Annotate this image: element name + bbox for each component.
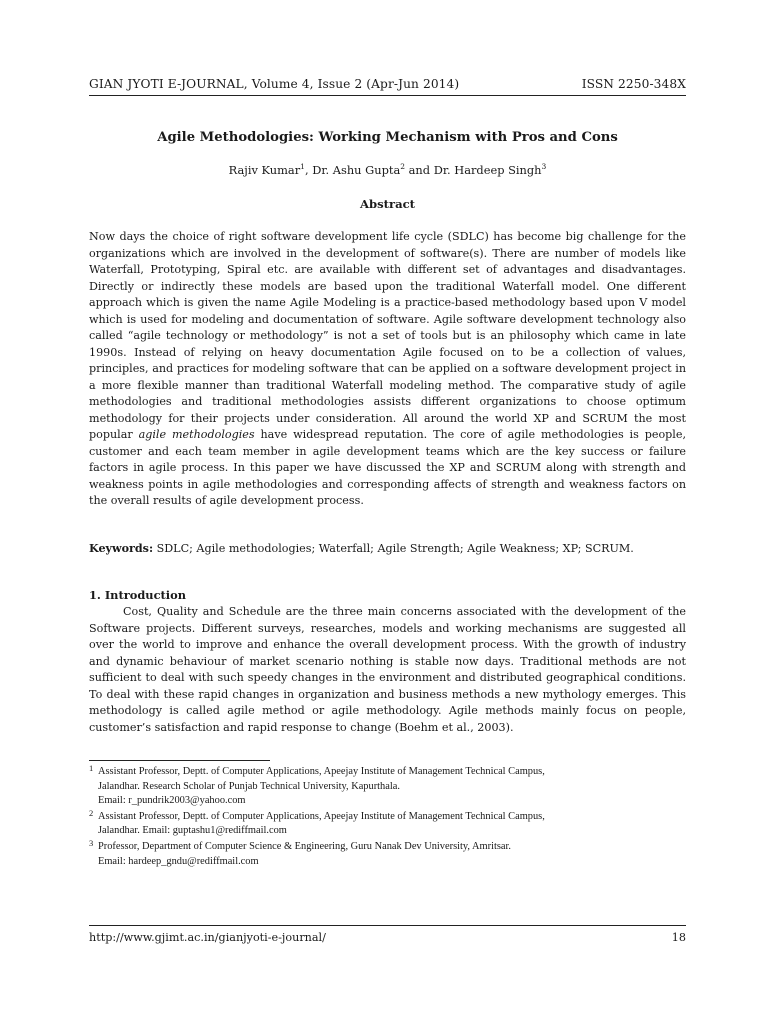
- journal-url: http://www.gjimt.ac.in/gianjyoti-e-journal/: [89, 931, 326, 944]
- page-number: 18: [671, 931, 686, 944]
- footnote-line: Email: r_pundrik2003@yahoo.com: [98, 795, 246, 807]
- journal-info: GIAN JYOTI E-JOURNAL, Volume 4, Issue 2 (Apr-Jun 2014): [89, 77, 460, 91]
- author-3: Dr. Hardeep Singh: [433, 163, 542, 177]
- footnote-line: Email: hardeep_gndu@rediffmail.com: [98, 855, 259, 867]
- abstract-italic-phrase: agile methodologies: [138, 428, 255, 441]
- author-list: [89, 163, 686, 177]
- section-heading-introduction: 1. Introduction: [89, 588, 186, 602]
- footnotes: [89, 765, 686, 870]
- keywords-text: SDLC; Agile methodologies; Waterfall; Agile Strength; Agile Weakness; XP; SCRUM.: [153, 542, 634, 555]
- author-1-affil: 1: [300, 162, 305, 172]
- abstract-text: [89, 229, 686, 510]
- running-header: [89, 77, 686, 91]
- footer-divider: [89, 925, 686, 926]
- footnote-2: [89, 807, 686, 839]
- footnote-number: 3: [89, 837, 94, 848]
- page-footer: [89, 931, 686, 944]
- issn: ISSN 2250-348X: [581, 77, 686, 91]
- footnote-line: Professor, Department of Computer Science & Engineering, Guru Nanak Dev University, Amritsar.: [98, 840, 511, 852]
- footnote-divider: [89, 760, 270, 761]
- footnote-line: Jalandhar. Email: guptashu1@rediffmail.com: [98, 825, 287, 837]
- author-2: Dr. Ashu Gupta: [312, 163, 401, 177]
- introduction-text: Cost, Quality and Schedule are the three main concerns associated with the development of the Software projects. Different surveys, researches, models and working mechanisms are suggested all over the world to improve and enhance the overall development process. With the growth of industry and dynamic behaviour of market scenario nothing is stable now days. Traditional methods are not sufficient to deal with such speedy changes in the environment and distributed geographical conditions. To deal with these rapid changes in organization and business methods a new mythology emerges. This methodology is called agile method or agile methodology. Agile methods mainly focus on people, customer’s satisfaction and rapid response to change (Boehm et al., 2003).: [89, 605, 686, 734]
- author-separator: and: [405, 163, 434, 177]
- journal-page: [89, 0, 686, 1024]
- author-3-affil: 3: [541, 162, 547, 172]
- header-divider: [89, 95, 686, 96]
- abstract-text-part: Now days the choice of right software development life cycle (SDLC) has become big challenge for the organizations which are involved in the development of software(s). There are number of models like Waterfall, Prototyping, Spiral etc. are available with different set of advantages and disadvantages. Directly or indirectly these models are based upon the traditional Waterfall model. One different approach which is given the name Agile Modeling is a practice-based methodology based upon V model which is used for modeling and documentation of software. Agile software development technology also called “agile technology or methodology” is not a set of tools but is an philosophy which came in late 1990s. Instead of relying on heavy documentation Agile focused on to be a collection of values, principles, and practices for modeling software that can be applied on a software development project in a more flexible manner than traditional Waterfall modeling method. The comparative study of agile methodologies and traditional methodologies assists different organizations to choose optimum methodology for their projects under consideration. All around the world XP and SCRUM the most popular: [89, 230, 686, 441]
- footnote-number: 2: [89, 807, 94, 818]
- author-1: Rajiv Kumar: [228, 163, 301, 177]
- author-separator: ,: [304, 163, 313, 177]
- footnote-line: Jalandhar. Research Scholar of Punjab Technical University, Kapurthala.: [98, 780, 400, 792]
- abstract-heading: Abstract: [359, 197, 416, 211]
- keywords-label: Keywords:: [89, 542, 154, 555]
- keywords: [89, 541, 686, 558]
- footnote-3: [89, 837, 686, 869]
- footnote-number: 1: [89, 763, 94, 773]
- author-2-affil: 2: [400, 162, 406, 172]
- footnote-line: Assistant Professor, Deptt. of Computer Applications, Apeejay Institute of Management Technical Campus,: [98, 810, 545, 822]
- footnote-1: [89, 765, 686, 809]
- paper-title: Agile Methodologies: Working Mechanism with Pros and Cons: [157, 130, 618, 145]
- footnote-line: Assistant Professor, Deptt. of Computer Applications, Apeejay Institute of Management Technical Campus,: [98, 766, 545, 777]
- abstract-text-part: have widespread reputation. The core of agile methodologies is people, customer and each team member in agile development teams which are the key success or failure factors in agile process. In this paper we have discussed the XP and SCRUM along with strength and weakness points in agile methodologies and corresponding affects of strength and weakness factors on the overall results of agile development process.: [89, 428, 686, 507]
